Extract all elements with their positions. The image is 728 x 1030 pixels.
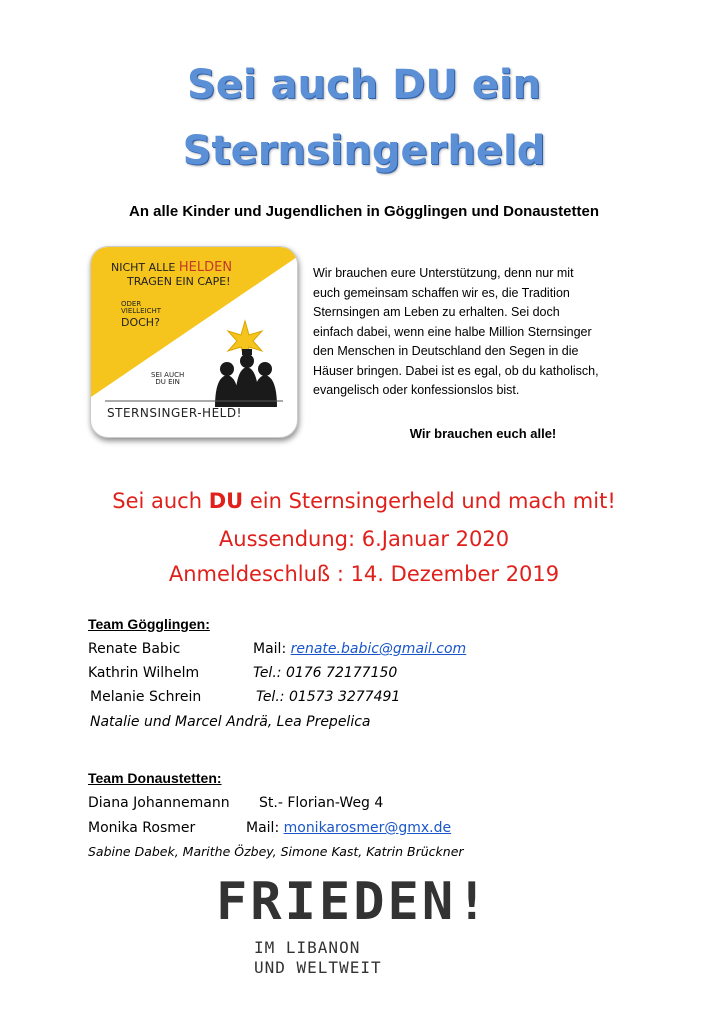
- team-goegglingen-heading: Team Gögglingen:: [88, 616, 210, 632]
- all-needed-text: Wir brauchen euch alle!: [409, 426, 557, 441]
- member-contact: Tel.: 01573 3277491: [256, 689, 401, 705]
- member-name: Kathrin Wilhelm: [88, 665, 200, 681]
- sternsinger-badge-image: [90, 246, 298, 438]
- badge-line-1: NICHT ALLE HELDEN: [111, 260, 233, 275]
- paragraph-line: den Menschen in Deutschland den Segen in die: [313, 344, 579, 358]
- registration-deadline: Anmeldeschluß : 14. Dezember 2019: [168, 562, 560, 586]
- email-link[interactable]: renate.babic@gmail.com: [290, 641, 467, 657]
- subtitle: An alle Kinder und Jugendlichen in Gögglingen und Donaustetten: [128, 203, 599, 220]
- paragraph-line: Wir brauchen eure Unterstützung, denn nur mit: [313, 266, 574, 280]
- paragraph-line: Häuser bringen. Dabei ist es egal, ob du katholisch,: [313, 363, 599, 378]
- member-name: Renate Babic: [88, 641, 181, 657]
- page-title-line-1: Sei auch DU ein: [186, 62, 542, 108]
- badge-line-3: ODER VIELLEICHT: [121, 300, 161, 316]
- frieden-line-1: IM LIBANON: [254, 938, 361, 957]
- badge-line-5: SEI AUCH DU EIN: [151, 371, 185, 387]
- aussendung-date: Aussendung: 6.Januar 2020: [218, 527, 510, 551]
- team-donaustetten-heading: Team Donaustetten:: [88, 770, 222, 786]
- paragraph-line: Sternsingen am Leben zu erhalten. Sei doch: [313, 305, 560, 319]
- team-donaustetten-others: Sabine Dabek, Marithe Özbey, Simone Kast, Katrin Brückner: [88, 844, 464, 859]
- frieden-title: FRIEDEN!: [216, 872, 491, 932]
- paragraph-line: euch gemeinsam schaffen wir es, die Tradition: [313, 285, 570, 300]
- paragraph-line: einfach dabei, wenn eine halbe Million Sternsinger: [313, 324, 592, 339]
- badge-line-2: TRAGEN EIN CAPE!: [127, 275, 231, 288]
- member-name: Monika Rosmer: [88, 820, 196, 836]
- page-title-line-2: Sternsingerheld: [182, 128, 546, 174]
- paragraph-line: evangelisch oder konfessionslos bist.: [313, 383, 520, 397]
- member-address: St.- Florian-Weg 4: [259, 795, 384, 811]
- member-contact: Mail: monikarosmer@gmx.de: [246, 820, 452, 836]
- badge-line-4: DOCH?: [121, 316, 160, 329]
- email-link[interactable]: monikarosmer@gmx.de: [283, 820, 452, 836]
- member-name: Melanie Schrein: [90, 689, 202, 705]
- badge-line-6: STERNSINGER-HELD!: [107, 406, 242, 420]
- team-goegglingen-others: Natalie und Marcel Andrä, Lea Prepelica: [90, 714, 371, 730]
- member-name: Diana Johannemann: [88, 795, 230, 811]
- frieden-logo: [210, 872, 540, 987]
- three-kings-icon: [215, 349, 277, 407]
- member-contact: Tel.: 0176 72177150: [253, 665, 398, 681]
- callout-line: Sei auch DU ein Sternsingerheld und mach mit!: [112, 489, 616, 513]
- frieden-line-2: UND WELTWEIT: [254, 958, 382, 977]
- intro-paragraph: [313, 264, 653, 401]
- member-contact: Mail: renate.babic@gmail.com: [253, 641, 467, 657]
